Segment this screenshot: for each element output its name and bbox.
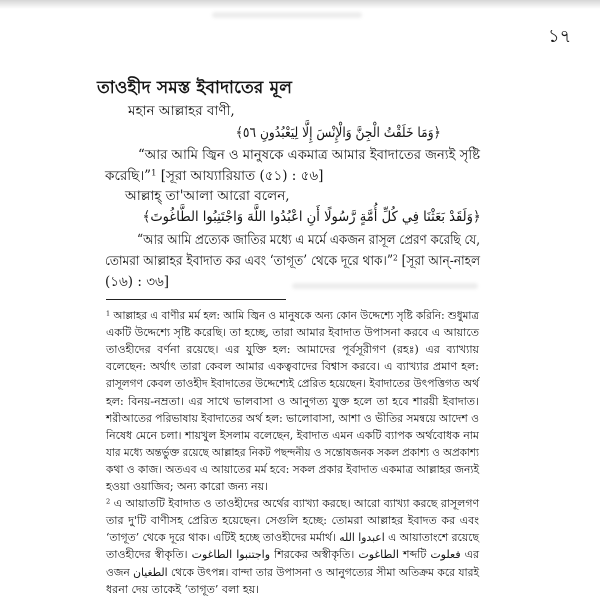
footnote-text: এ আয়াতটি ইবাদাত ও তাওহীদের অর্থের ব্যাখ্যা করছে। আরো ব্যাখ্যা করছে রাসূলগণ — [113, 497, 480, 510]
footnote-text: হল: বিনয়-নম্রতা। এর সাথে ভালবাসা ও আনুগত্য যুক্ত হলে তা হবে শারয়ী ইবাদাত। — [106, 395, 479, 408]
surah-citation: [সূরা আয্যারিয়াত (৫১) : ৫৬] — [160, 168, 324, 184]
footnote-line — [106, 495, 479, 512]
footnote-text: শরীআতের পরিভাষায় ইবাদাতের অর্থ হল: ভালোবাসা, আশা ও ভীতির সমন্বয়ে আদেশ ও — [106, 412, 479, 425]
page-number-text: ১৭ — [548, 26, 572, 47]
footnote-line — [106, 461, 479, 478]
verse-translation-line — [138, 145, 480, 165]
bleed-through-mark — [212, 12, 362, 18]
footnote-line — [106, 410, 479, 427]
footnote-line-wrap — [106, 564, 479, 581]
footnote-line — [106, 529, 479, 546]
footnote-text: তার দু'টি বাণীসহ প্রেরিত হয়েছেন। সেগুলি হচ্ছে: তোমরা আল্লাহর ইবাদত কর এবং — [106, 514, 479, 527]
verse-translation-text: তোমরা আল্লাহর ইবাদাত কর এবং ‘তাগূত’ থেকে দূরে থাক।” — [105, 253, 394, 269]
surah-citation-wrap — [105, 272, 169, 292]
footnote-text: আল্লাহর এ বাণীর মর্ম হল: আমি জ্বিন ও মানুষকে অন্য কোন উদ্দেশ্যে সৃষ্টি করিনি: শুধুমাত্র — [113, 309, 479, 322]
surah-citation-line — [105, 272, 305, 292]
footnote-text: একটি উদ্দেশ্যে সৃষ্টি করেছি। তা হচ্ছে, তারা আমার ইবাদাত উপাসনা করবে এ আয়াতে — [106, 326, 479, 339]
quran-verse-wrap — [236, 122, 441, 144]
footnote-marker: 1 — [106, 309, 111, 318]
footnote-line-wrap — [106, 358, 479, 375]
footnote-marker: 2 — [106, 497, 111, 506]
footnote-separator — [106, 299, 286, 300]
quran-verse-text: ﴿وَمَا خَلَقْتُ الْجِنَّ وَالْإِنْسَ إِلَّا لِيَعْبُدُونِ ٥٦﴾ — [236, 125, 441, 141]
page-number — [548, 25, 588, 49]
verse-translation-text: “আর আমি জ্বিন ও মানুষকে একমাত্র আমার ইবাদাতের জন্যই সৃষ্টি — [138, 147, 480, 163]
footnote-text: তাওহীদের স্বীকৃতি। واجتنبوا الطاغوت শিরকের অস্বীকৃতি। الطاغوت শব্দটি فعلوت এর — [106, 548, 480, 561]
intro-text-wrap — [128, 101, 235, 121]
verse-translation-wrap — [138, 145, 480, 165]
chapter-title-text: তাওহীদ সমস্ত ইবাদাতের মূল — [97, 78, 293, 98]
footnote-text: কথা ও কাজ। অতএব এ আয়াতের মর্ম হবে: সকল প্রকার ইবাদাত একমাত্র আল্লাহর জন্যই — [106, 463, 480, 476]
quran-verse-wrap — [143, 206, 481, 228]
footnote-line — [106, 546, 479, 563]
footnote-line — [106, 307, 479, 324]
quran-verse — [236, 122, 441, 144]
footnote-line-wrap — [106, 478, 268, 495]
footnote-line-wrap — [106, 324, 479, 341]
footnote-line — [106, 393, 479, 410]
footnote-text: ‘তাগূত’ থেকে দূরে থাক। এটিই হচ্ছে তাওহীদের মর্মার্থ। اعبدوا الله এ আয়াতাংশে রয়েছে — [106, 531, 479, 544]
footnote-line-wrap — [106, 444, 479, 461]
verse-translation-line — [137, 230, 480, 250]
surah-citation: (১৬) : ৩৬] — [105, 274, 170, 290]
footnote-line-wrap — [106, 581, 259, 598]
quran-verse-text: ﴿وَلَقَدْ بَعَثْنَا فِي كُلِّ أُمَّةٍ رَّسُولًا أَنِ اعْبُدُوا اللَّهَ وَاجْتَنِبُوا الطَّاغُوتَ﴾ — [143, 209, 481, 225]
footnote-text: বলেছেন: অর্থাৎ তারা কেবল আমার একত্ববাদের বিশ্বাস করবে। এ ব্যাখ্যার প্রমাণ হল: — [106, 360, 479, 373]
verse-translation-wrap — [137, 230, 480, 250]
footnote-text: তাওহীদের বর্ণনা রয়েছে। এর যুক্তি হল: আমাদের পূর্বসূরীগণ (রহঃ) এর ব্যাখ্যায় — [106, 343, 479, 356]
verse-translation-line — [105, 166, 480, 186]
footnote-text: নিষেধ মেনে চলা। শায়খুল ইসলাম বলেছেন, ইবাদাত এমন একটি ব্যাপক অর্থবোধক নাম — [106, 429, 479, 442]
footnote-line — [106, 427, 479, 444]
intro-text-content: মহান আল্লাহর বাণী, — [128, 103, 235, 119]
footnote-line-wrap — [106, 461, 479, 478]
intro-text — [125, 186, 425, 206]
footnote-text: যার মধ্যে অন্তর্ভুক্ত রয়েছে আল্লাহর নিকট পছন্দনীয় ও সন্তোষজনক সকল প্রকাশ্য ও অপ্রকাশ্য — [106, 446, 479, 459]
footnote-text: রাসূলগণ কেবল তাওহীদ ইবাদাতের উদ্দেশ্যেই প্রেরিত হয়েছেন। ইবাদাতের উৎপত্তিগত অর্থ — [106, 377, 480, 390]
footnote-line — [106, 358, 479, 375]
note-ref: 1 — [151, 167, 157, 178]
footnote-line-wrap — [106, 512, 479, 529]
page-number-wrap — [548, 25, 571, 49]
footnote-line-wrap — [106, 410, 479, 427]
footnote-line-wrap — [106, 393, 479, 410]
verse-translation-wrap — [105, 251, 480, 271]
footnote-line — [106, 444, 479, 461]
footnote-text: ধরনা দেয় তাকেই ‘তাগূত’ বলা হয়। — [106, 583, 260, 596]
verse-translation-line — [105, 251, 480, 271]
verse-translation-text: করেছি।” — [105, 168, 152, 184]
footnote-line-wrap — [106, 529, 479, 546]
footnote-line-wrap — [106, 375, 479, 392]
chapter-title-wrap — [97, 77, 292, 99]
footnote-line-wrap — [106, 341, 479, 358]
page-top-shadow — [0, 0, 600, 9]
footnote-line — [106, 581, 479, 598]
footnote-line-wrap — [106, 495, 479, 512]
footnote-line — [106, 324, 479, 341]
bleed-through-mark — [292, 283, 478, 289]
quran-verse — [143, 206, 481, 228]
surah-citation: [সূরা আন্-নাহল — [401, 253, 481, 269]
footnote-text: ওজন الطغيان থেকে উৎপন্ন। বান্দা তার উপাসনা ও আনুগত্যের সীমা অতিক্রম করে যারই — [106, 566, 480, 579]
verse-translation-wrap — [105, 166, 323, 186]
footnote-line — [106, 478, 479, 495]
footnote-line — [106, 512, 479, 529]
intro-text — [128, 101, 428, 121]
footnote-line-wrap — [106, 546, 479, 563]
verse-translation-text: “আর আমি প্রত্যেক জাতির মধ্যে এ মর্মে একজন রাসূল প্রেরণ করেছি যে, — [137, 232, 481, 248]
footnote-text: হওয়া ওয়াজিব; অন্য কারো জন্য নয়। — [106, 480, 269, 493]
footnote-line — [106, 375, 479, 392]
footnote-line-wrap — [106, 307, 479, 324]
footnote-line — [106, 341, 479, 358]
chapter-title — [97, 77, 442, 99]
intro-text-content: আল্লাহ্ তা'আলা আরো বলেন, — [125, 188, 290, 204]
footnote-line-wrap — [106, 427, 479, 444]
footnote-line — [106, 564, 479, 581]
intro-text-wrap — [125, 186, 290, 206]
note-ref: 2 — [393, 252, 398, 263]
